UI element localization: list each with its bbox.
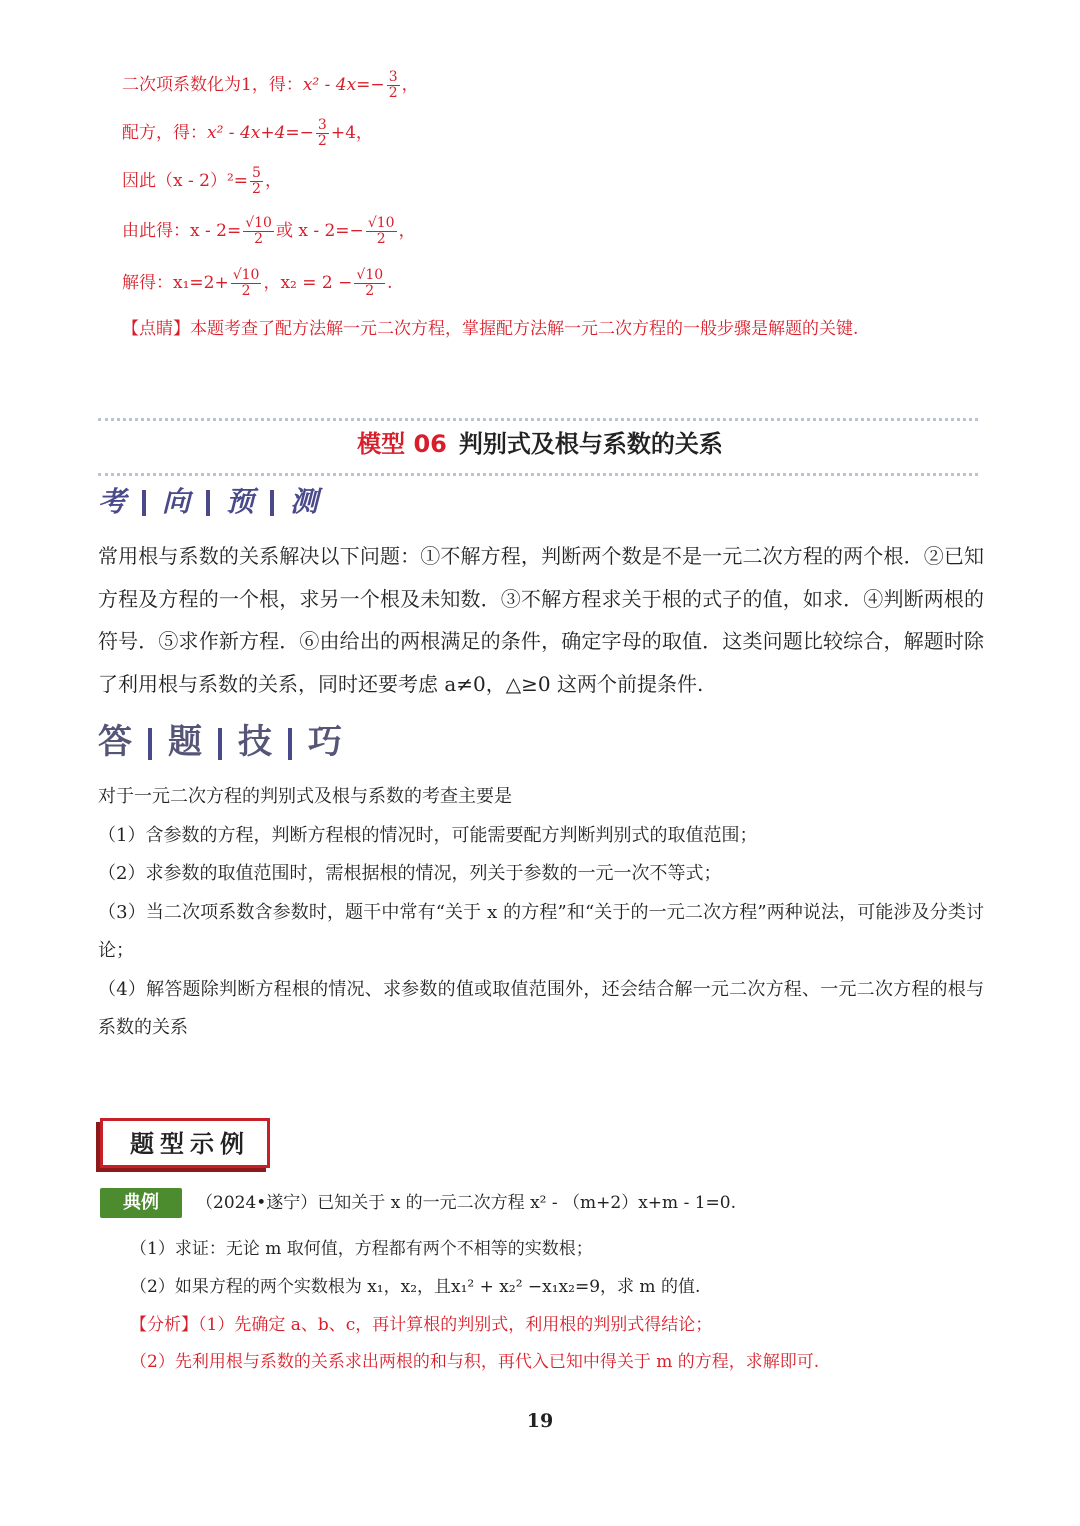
fraction: $\frac{5}{2}$ (252, 165, 261, 197)
fraction: √ $\frac{10}{2}$ (354, 268, 385, 299)
question-1: （1）求证：无论 m 取何值，方程都有两个不相等的实数根； (130, 1239, 593, 1259)
divider-bottom (98, 473, 978, 476)
fraction: $\frac{3}{2}$ (388, 69, 398, 101)
forecast-heading: 考 向 预 测 (98, 485, 319, 518)
fraction: √ $\frac{10}{2}$ (366, 216, 397, 247)
page-number: 19 (526, 1410, 554, 1432)
fraction: √ $\frac{10}{2}$ (231, 268, 262, 299)
example-section-label: 题型示例 (130, 1130, 250, 1158)
question-2: （2）如果方程的两个实数根为 x₁，x₂，且x₁² + x₂² −x₁x₂=9，求 m 的值. (130, 1277, 701, 1297)
tips-item: （2）求参数的取值范围时，需根据根的情况，列关于参数的一元一次不等式； (98, 863, 722, 884)
forecast-text: 常用根与系数的关系解决以下问题：①不解方程，判断两个数是不是一元二次方程的两个根．②已知方程及方程的一个根，求另一个根及未知数．③不解方程求关于根的式子的值，如求．④判断两根的符号．⑤求作新方程．⑥由给出的两根满足的条件，确定字母的取值．这类问题比较综合，解题时除了利用根与系数的关系，同时还要考虑 a≠0，△≥0 这两个前提条件. (98, 544, 984, 696)
solution-line-4: 由此得：x - 2= √ $\frac{10}{2}$ 或 x - 2=− √ $\frac{10}{2}$ ， (122, 216, 416, 247)
tips-intro: 对于一元二次方程的判别式及根与系数的考查主要是 (98, 786, 512, 807)
solution-line-1: 二次项系数化为1，得：x² - 4x=− $\frac{3}{2}$ ， (122, 69, 419, 101)
tips-heading: 答 题 技 巧 (98, 722, 342, 762)
divider-top (98, 418, 978, 421)
tips-item: （1）含参数的方程，判断方程根的情况时，可能需要配方判断判别式的取值范围； (98, 824, 758, 846)
tips-list (98, 778, 984, 1048)
fraction: $\frac{3}{2}$ (317, 117, 327, 149)
example-stem: （2024•遂宁）已知关于 x 的一元二次方程 x² - （m+2）x+m - 1=0. (196, 1193, 737, 1213)
tips-item: （3）当二次项系数含参数时，题干中常有“关于 x 的方程”和“关于的一元二次方程”两种说法，可能涉及分类讨论； (98, 901, 984, 961)
analysis-1: 【分析】（1）先确定 a、b、c，再计算根的判别式，利用根的判别式得结论； (130, 1315, 713, 1335)
analysis-2: （2）先利用根与系数的关系求出两根的和与积，再代入已知中得关于 m 的方程，求解即可. (130, 1352, 820, 1372)
solution-line-5: 解得：x₁=2+ √ $\frac{10}{2}$ ，x₂ = 2 − √ $\frac{10}{2}$ . (122, 268, 393, 299)
fraction: √ $\frac{10}{2}$ (243, 216, 274, 247)
example-badge: 典例 (100, 1188, 182, 1218)
solution-line-2: 配方，得：x² - 4x+4=− $\frac{3}{2}$ +4， (122, 117, 373, 149)
model-title: 模型 06 判别式及根与系数的关系 (357, 430, 723, 458)
solution-line-3: 因此（x - 2）²= $\frac{5}{2}$ ， (122, 165, 282, 197)
tips-item: （4）解答题除判断方程根的情况、求参数的值或取值范围外，还会结合解一元二次方程、一元二次方程的根与系数的关系 (98, 978, 984, 1038)
solution-comment: 【点睛】本题考查了配方法解一元二次方程，掌握配方法解一元二次方程的一般步骤是解题的关键. (122, 319, 859, 339)
